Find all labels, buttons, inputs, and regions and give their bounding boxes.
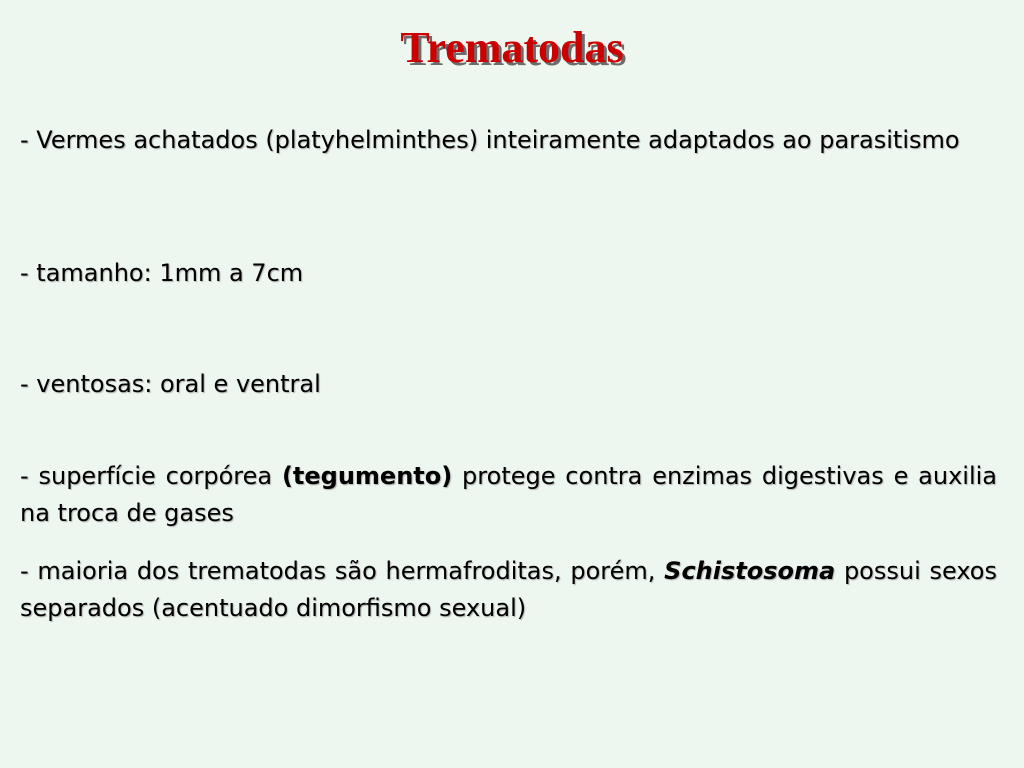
bullet-size: - tamanho: 1mm a 7cm <box>20 259 304 287</box>
bullet-hermaphrodite-post: possui sexos separados (acentuado dimorfismo sexual) <box>20 557 997 622</box>
bullet-schistosoma-term: Schistosoma <box>664 557 836 585</box>
bullet-hermaphrodite <box>20 553 997 627</box>
bullet-hermaphrodite-pre: - maioria dos trematodas são hermafroditas, porém, <box>20 557 665 585</box>
bullet-tegument-pre: - superfície corpórea <box>20 462 282 490</box>
bullet-tegument-term: (tegumento) <box>281 462 453 490</box>
bullet-tegument-post: protege contra enzimas digestivas e auxilia na troca de gases <box>20 462 997 527</box>
bullet-tegument <box>20 458 997 532</box>
bullet-suckers: - ventosas: oral e ventral <box>20 370 321 398</box>
bullet-flatworms: - Vermes achatados (platyhelminthes) inteiramente adaptados ao parasitismo <box>20 126 960 154</box>
slide-title: Trematodas <box>400 23 624 72</box>
